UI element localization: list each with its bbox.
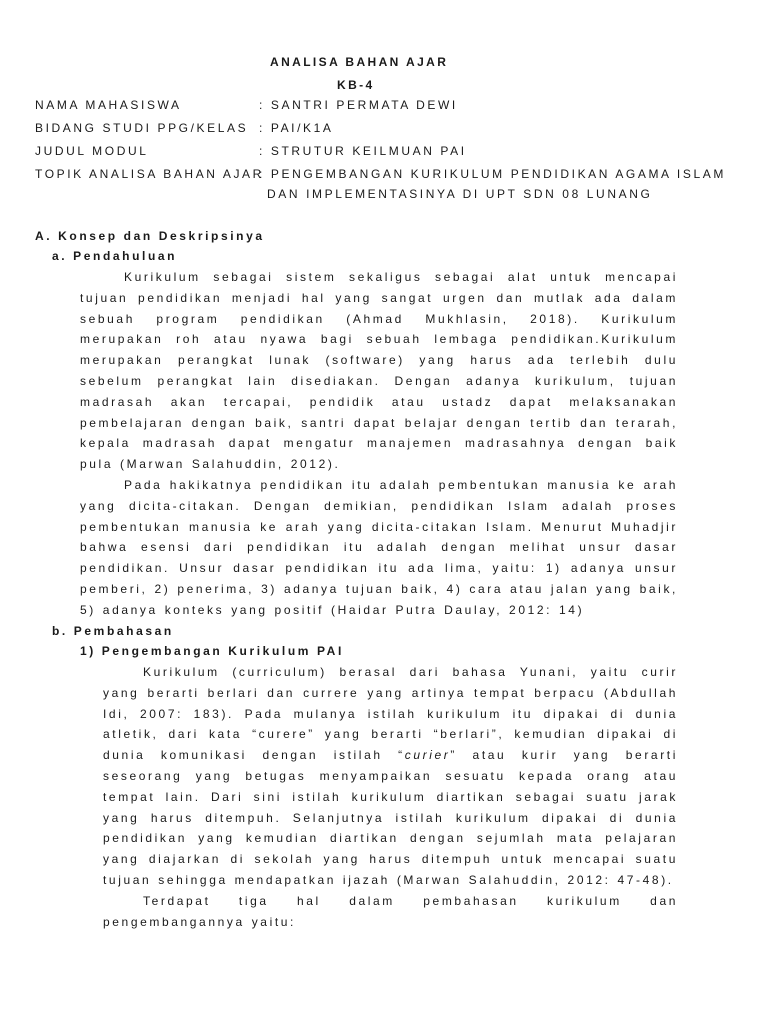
paragraph bbox=[103, 662, 678, 891]
subsection-pendahuluan-heading: a. Pendahuluan bbox=[52, 249, 178, 263]
meta-topik-continuation: DAN IMPLEMENTASINYA DI UPT SDN 08 LUNANG bbox=[267, 187, 653, 201]
meta-label: NAMA MAHASISWA bbox=[35, 98, 182, 112]
paragraph-text: Kurikulum (curriculum) berasal dari bahasa Yunani, yaitu curir yang berarti berlari dan currere yang artinya tempat berpacu (Abdullah Idi, 2007: 183). Pada mulanya istilah kurikulum itu dipakai di dunia atletik, dari kata “curere” yang berarti “berlari”, kemudian dipakai di dunia komunikasi dengan istilah “ bbox=[103, 665, 678, 763]
subsection-pengembangan-heading: 1) Pengembangan Kurikulum PAI bbox=[80, 644, 344, 658]
subsection-pembahasan-heading: b. Pembahasan bbox=[52, 624, 174, 638]
paragraph: Kurikulum sebagai sistem sekaligus sebagai alat untuk mencapai tujuan pendidikan menjadi hal yang sangat urgen dan mutlak ada dalam sebuah program pendidikan (Ahmad Mukhlasin, 2018). Kurikulum merupakan roh atau nyawa bagi sebuah lembaga pendidikan.Kurikulum merupakan perangkat lunak (software) yang harus ada terlebih dulu sebelum perangkat lain disediakan. Dengan adanya kurikulum, tujuan madrasah akan tercapai, pendidik atau ustadz dapat melaksanakan pembelajaran dengan baik, santri dapat belajar dengan tertib dan terarah, kepala madrasah dapat mengatur manajemen madrasahnya dengan baik pula (Marwan Salahuddin, 2012). bbox=[80, 270, 678, 472]
italic-term: curier bbox=[404, 748, 451, 763]
paragraph: Terdapat tiga hal dalam pembahasan kurikulum dan pengembangannya yaitu: bbox=[103, 893, 678, 929]
pembahasan-body bbox=[103, 662, 678, 932]
meta-value: : STRUTUR KEILMUAN PAI bbox=[259, 144, 467, 158]
paragraph-text: ” atau kurir yang berarti seseorang yang betugas menyampaikan sesuatu kepada orang atau tempat lain. Dari sini istilah kurikulum diartikan sebagai suatu jarak yang harus ditempuh. Selanjutnya istilah kurikulum dipakai di dunia pendidikan yang kemudian diartikan dengan sejumlah mata pelajaran yang diajarkan di sekolah yang harus ditempuh untuk mencapai suatu tujuan sehingga mendapatkan ijazah (Marwan Salahuddin, 2012: 47-48). bbox=[103, 748, 678, 887]
document-title: ANALISA BAHAN AJAR bbox=[270, 55, 449, 69]
meta-label: JUDUL MODUL bbox=[35, 144, 149, 158]
section-a-heading: A. Konsep dan Deskripsinya bbox=[35, 229, 265, 243]
meta-label: BIDANG STUDI PPG/KELAS bbox=[35, 121, 249, 135]
document-subtitle: KB-4 bbox=[337, 78, 375, 92]
meta-value: : PENGEMBANGAN KURIKULUM PENDIDIKAN AGAMA ISLAM bbox=[259, 167, 726, 181]
pendahuluan-body bbox=[80, 267, 678, 621]
meta-value: : SANTRI PERMATA DEWI bbox=[259, 98, 458, 112]
paragraph: Pada hakikatnya pendidikan itu adalah pembentukan manusia ke arah yang dicita-citakan. Dengan demikian, pendidikan Islam adalah proses pembentukan manusia ke arah yang dicita-citakan Islam. Menurut Muhadjir bahwa esensi dari pendidikan itu adalah dengan melihat unsur dasar pendidikan. Unsur dasar pendidikan itu ada lima, yaitu: 1) adanya unsur pemberi, 2) penerima, 3) adanya tujuan baik, 4) cara atau jalan yang baik, 5) adanya konteks yang positif (Haidar Putra Daulay, 2012: 14) bbox=[80, 477, 678, 617]
meta-label: TOPIK ANALISA BAHAN AJAR bbox=[35, 167, 264, 181]
meta-value: : PAI/K1A bbox=[259, 121, 334, 135]
